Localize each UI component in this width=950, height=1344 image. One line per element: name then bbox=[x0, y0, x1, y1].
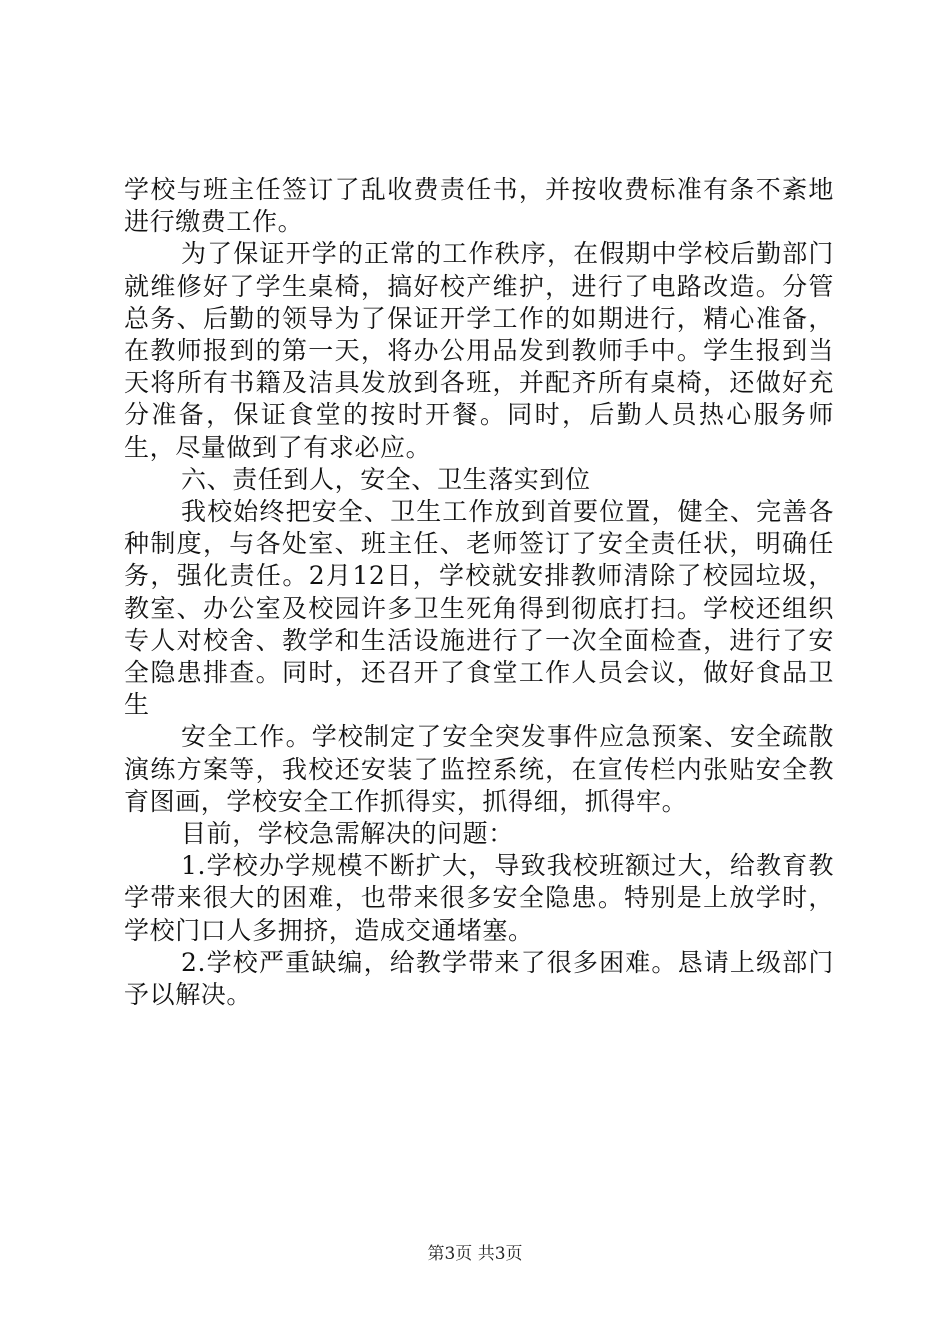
page-footer: 第3页 共3页 bbox=[427, 1244, 523, 1264]
paragraph-safety-hygiene: 我校始终把安全、卫生工作放到首要位置，健全、完善各种制度，与各处室、班主任、老师签订了安全责任状，明确任务，强化责任。2月12日，学校就安排教师清除了校园垃圾，教室、办公室及校园许多卫生死角得到彻底打扫。学校还组织专人对校舍、教学和生活设施进行了一次全面检查，进行了安全隐患排查。同时，还召开了食堂工作人员会议，做好食品卫生 bbox=[124, 497, 834, 720]
paragraph-problems-intro: 目前，学校急需解决的问题： bbox=[181, 819, 514, 849]
section-heading-safety: 六、责任到人，安全、卫生落实到位 bbox=[181, 464, 591, 494]
list-item-problem-1: 1.学校办学规模不断扩大，导致我校班额过大，给教育教学带来很大的困难，也带来很多安全隐患。特别是上放学时，学校门口人多拥挤，造成交通堵塞。 bbox=[124, 851, 834, 945]
paragraph-logistics: 为了保证开学的正常的工作秩序，在假期中学校后勤部门就维修好了学生桌椅，搞好校产维护，进行了电路改造。分管总务、后勤的领导为了保证开学工作的如期进行，精心准备，在教师报到的第一天，将办公用品发到教师手中。学生报到当天将所有书籍及洁具发放到各班，并配齐所有桌椅，还做好充分准备，保证食堂的按时开餐。同时，后勤人员热心服务师生，尽量做到了有求必应。 bbox=[124, 239, 834, 462]
list-item-problem-2: 2.学校严重缺编，给教学带来了很多困难。恳请上级部门予以解决。 bbox=[124, 947, 834, 1010]
paragraph-continuation: 学校与班主任签订了乱收费责任书，并按收费标准有条不紊地进行缴费工作。 bbox=[124, 175, 834, 237]
paragraph-safety-work: 安全工作。学校制定了安全突发事件应急预案、安全疏散演练方案等，我校还安装了监控系统，在宣传栏内张贴安全教育图画，学校安全工作抓得实，抓得细，抓得牢。 bbox=[124, 722, 834, 816]
document-body bbox=[124, 174, 834, 1011]
